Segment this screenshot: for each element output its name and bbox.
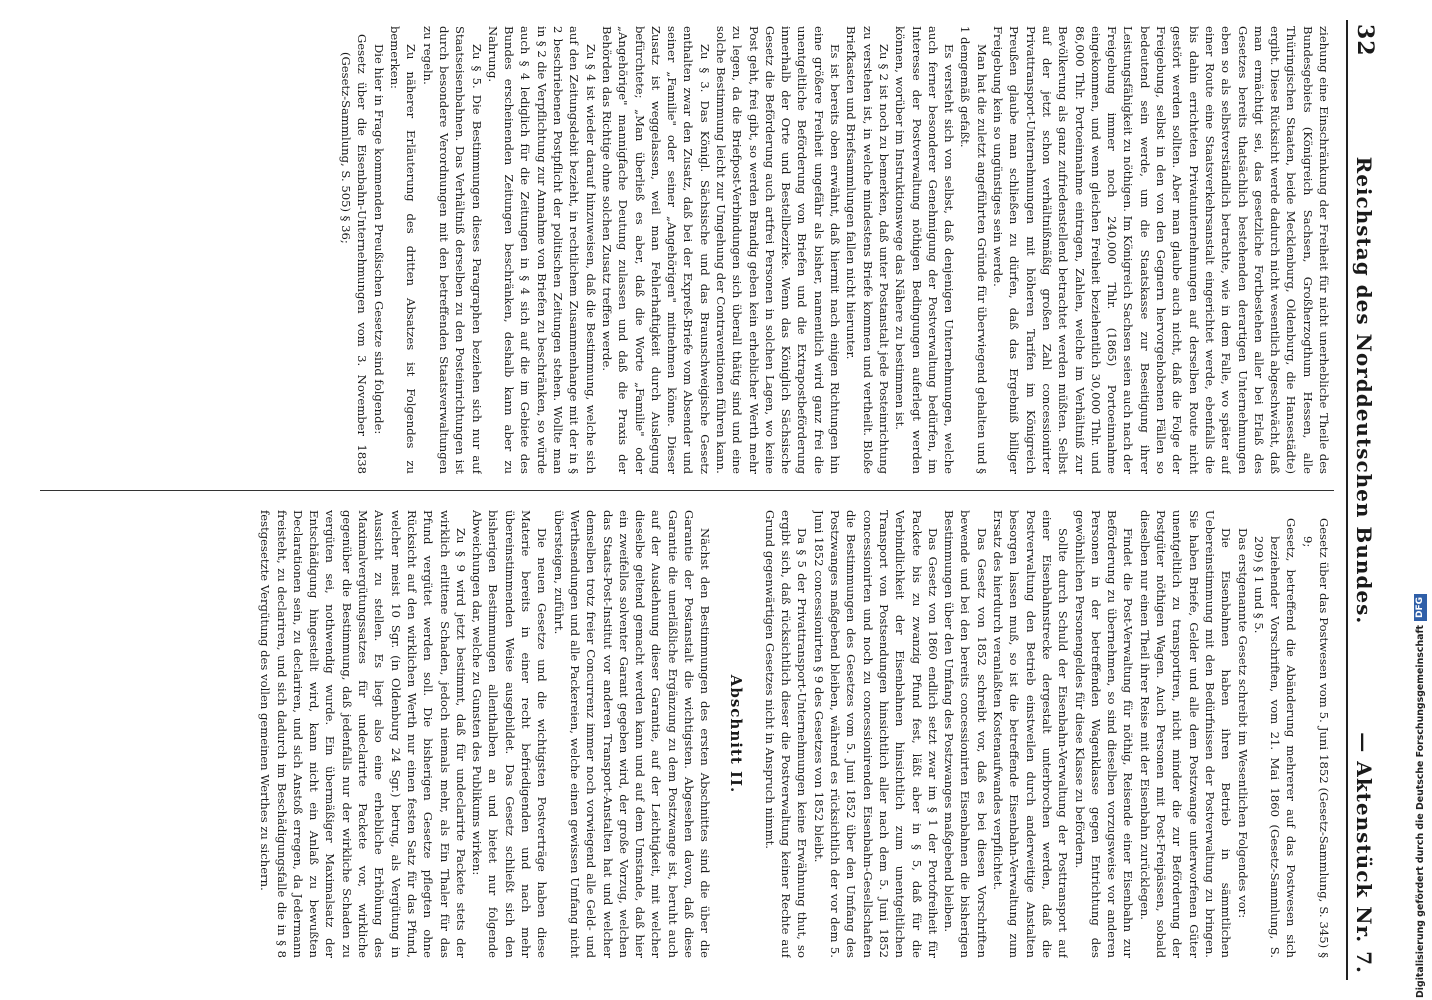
paragraph: Zu § 2 ist noch zu bemerken, daß unter Postanstalt jede Posteinrichtung zu verstehen ist, in welche mindestens Briefe kommen und vertheilt. Bloße Briefkasten und Briefsammlungen fallen nicht hierunter. xyxy=(844,26,891,474)
law-citation: Gesetz über das Postwesen vom 5. Juni 1852 (Gesetz-Sammlung, S. 345) § 9; xyxy=(1300,518,1331,958)
running-head xyxy=(1346,20,1390,980)
page-number: 32 xyxy=(1352,24,1378,57)
digitization-note-text: Digitalisierung gefördert durch die Deutsche Forschungsgemeinschaft xyxy=(1414,624,1426,998)
column-divider xyxy=(40,490,1334,491)
paragraph: Zu § 5. Die Bestimmungen dieses Paragraphen beziehen sich nur auf Staatseisenbahnen. Das Verhältniß derselben zu den Posteinrichtungen ist durch besondere Verordnungen mit den betreffenden Staatsverwaltungen zu regeln. xyxy=(420,26,484,474)
right-column xyxy=(42,510,1332,958)
paragraph: Es versteht sich von selbst, daß denjenigen Unternehmungen, welche auch ferner besonderer Genehmigung der Postverwaltung bedürfen, im Interesse der Postverwaltung nöthigen Bedingungen auferlegt werden können, worüber im Instruktionswege das Nähere zu bestimmen ist. xyxy=(893,26,957,474)
paragraph: Das Gesetz von 1860 endlich setzt zwar im § 1 der Portofreiheit für Packete bis zu zwanzig Pfund fest, läßt aber in § 5, daß für die Verbindlichkeit der Eisenbahnen hinsichtlich zum unentgeltlichen Transport von Postsendungen hinsichtlich aller nach dem 5. Juni 1852 concessionirten und noch zu concessionirenden Eisenbahn-Gesellschaften die Bestimmungen des Gesetzes vom 5. Juni 1852 über den Umfang des Postzwanges maßgebend bleiben, während es rücksichtlich der vor dem 5. Juni 1852 concessionirten § 9 des Gesetzes von 1852 bleibt. xyxy=(811,510,940,958)
paragraph: Sollte durch Schuld der Eisenbahn-Verwaltung der Posttransport auf einer Eisenbahnstrecke dergestalt unterbrochen werden, daß die Postverwaltung den Betrieb einstweilen durch anderweitige Anstalten besorgen lassen muß, so ist die betreffende Eisenbahn-Verwaltung zum Ersatz des hierdurch veranlaßten Kostenaufwandes verpflichtet. xyxy=(991,510,1071,958)
dfg-logo-icon: DFG xyxy=(1414,594,1427,621)
running-head-right-title: Aktenstück Nr. 7. xyxy=(1352,761,1376,974)
paragraph: Das Gesetz von 1852 schreibt vor, daß es bei diesen Vorschriften bewende und bei den bereits concessionirten Eisenbahnen die bisherigen Bestimmungen über den Umfang des Postzwanges maßgebend bleiben. xyxy=(942,510,989,958)
paragraph: Zu § 3. Das Königl. Sächsische und das Braunschweigische Gesetz enthalten zwar den Zusatz, daß bei der Expreß-Briefe vom Absender und seiner „Familie" oder seiner „Angehörigen" mitnehmen könne. Dieser Zusatz ist weggelassen, weil man Fehlerhaftigkeit durch Auslegung befürchtete; „Man überließ es aber, daß die Worte „Familie" oder „Angehörige" mannigfache Deutung zulassen und daß die Praxis der Behörden das Richtige ohne solchen Zusatz treffen werde. xyxy=(599,26,712,474)
digitization-note xyxy=(1410,0,1430,1000)
scanned-page xyxy=(30,20,1390,980)
paragraph: Die Eisenbahnen haben ihren Betrieb in sämmtlichen Uebereinstimmung mit den Bedürfnissen der Postverwaltung zu bringen. Sie haben Briefe, Gelder und alle dem Postzwange unterworfenen Güter unentgeltlich zu transportiren, nicht minder die zur Beförderung der Postgüter nöthigen Wagen. Auch Personen mit Post-Freipässen, sobald dieselben nur einen Theil ihrer Reise mit der Eisenbahn zurücklegen. xyxy=(1137,510,1234,958)
paragraph: Zu § 4 ist wieder darauf hinzuweisen, daß die Bestimmung, welche sich auf den Zeitungsdebit bezieht, in rechtlichem Zusammenhange mit der in § 2 beschriebenen Postpflicht der politischen Zeitungen stehen. Wollte man in § 2 die Verpflichtung zur Annahme von Briefen zu beschränken, so würde auch § 4 lediglich für die Zeitungen in § 4 sich auf die im Gebiete des Bundes erscheinenden Zeitungen beschränken, deshalb kann aber zu Nahrung. xyxy=(485,26,598,474)
paragraph: Die hier in Frage kommenden Preußischen Gesetze sind folgende: xyxy=(371,44,386,435)
paragraph: Man hat die zuletzt angeführten Gründe für überwiegend gehalten und § 1 demgemäß gefaßt. xyxy=(958,26,989,474)
running-head-left-title: Reichstag des Norddeutschen Bundes. xyxy=(1352,156,1376,625)
paragraph: Zu näherer Erläuterung des dritten Absatzes ist Folgendes zu bemerken: xyxy=(388,26,419,474)
section-heading: Abschnitt II. xyxy=(726,674,745,794)
paragraph: Die neuen Gesetze und die wichtigsten Postverträge haben diese Materie bereits in einer recht befriedigenden und nach mehr übereinstimmenden Weise ausgebildet. Das Gesetz schließt sich den bisherigen Bestimmungen allenthalben an und bietet nur folgende Abweichungen dar, welche zu Gunsten des Publikums wirken: xyxy=(470,510,550,958)
paragraph: Nächst den Bestimmungen des ersten Abschnittes sind die über die Garantie der Postanstalt die wichtigsten. Abgesehen davon, daß diese Garantie die unerläßliche Ergänzung zu dem Postzwange ist, beruht auch auf der Ausdehnung dieser Garantie, auf der Leichtigkeit, mit welcher dieselbe geltend gemacht werden kann und auf dem Umstande, daß hier ein zweifellos solventer Garant gegeben wird, der große Vorzug, welchen das Staats-Post-Institut vor anderen Transport-Anstalten hat und welcher demselben trotz freier Concurrenz immer noch vorwiegend alle Geld- und Werthsendungen und alle Packereien, welche einen gewissen Umfang nicht übersteigen, zuführt. xyxy=(551,510,713,958)
paragraph: Das erstgenannte Gesetz schreibt im Wesentlichen Folgendes vor: xyxy=(1235,528,1250,919)
paragraph: Es ist bereits oben erwähnt, daß hiermit nach einigen Richtungen hin eine größere Freiheit ungefähr als bisher, namentlich wird ganz frei die unentgeltliche Beförderung von Briefen und die Extrapostbeförderung innerhalb der Orte und Bestellbezirke. Wenn das Königlich Sächsische Gesetz die Beförderung auch artfrei Personen in solchen Lagen, wo keine Post geht, frei gibt, so werden Brandig geben kein erheblicher Werth mehr zu legen, da die Briefpost-Verbindungen sich überall thätig sind und eine solche Bestimmung leicht zur Umgehung der Contraventionen führen kann. xyxy=(714,26,843,474)
paragraph: Da § 5 der Privattransport-Unternehmungen keine Erwähnung thut, so ergibt sich, daß rücksichtlich dieser die Postverwaltung keiner Rechte auf Grund gegenwärtigen Gesetzes nicht in Anspruch nimmt. xyxy=(762,510,810,958)
paragraph: Zu § 9 wird jetzt bestimmt, daß für undeclarirte Packete stets der wirklich erlittene Schaden, jedoch niemals mehr, als Ein Thaler für das Pfund vergütet werden soll. Die bisherigen Gesetze pflegten ohne Rücksicht auf den wirklichen Werth nur einen festen Satz für das Pfund, welcher meist 10 Sgr. (in Oldenburg 24 Sgr.) betrug, als Vergütung in Aussicht zu stellen. Es liegt also eine erhebliche Erhöhung des Maximalvergütungssatzes für undeclarirte Packete vor, wirkliche gegenüber die Bestimmung, daß jedenfalls nur der wirkliche Schaden zu vergüten sei, nothwendig wurde. Ein übermäßiger Maximalsatz der Entschädigung hingestellt wird, kann nicht ein Anlaß zu bewußten Declarationen sein, zu declariren, und sich Anstoß erregen, da Jedermann freisteht, zu declariren, und sich dadurch im Beschädigungsfalle die in § 8 festgesetzte Vergütung des vollen gemeinen Werthes zu sichern. xyxy=(258,510,468,958)
law-citation: Gesetz, betreffend die Abänderung mehrerer auf das Postwesen sich beziehender Vorschriften, vom 21. Mai 1860 (Gesetz-Sammlung, S. 209) § 1 und § 5. xyxy=(1251,518,1299,958)
paragraph: Findet die Post-Verwaltung für nöthig, Reisende einer Eisenbahn zur Beförderung zu übernehmen, so sind dieselben vorzugsweise vor anderen Personen in der betreffenden Wagenklasse gegen Entrichtung des gewöhnlichen Personengeldes für diese Klasse zu befördern. xyxy=(1072,510,1136,958)
left-column xyxy=(42,26,1332,474)
law-citation: Gesetz über die Eisenbahn-Unternehmungen vom 3. November 1838 (Gesetz-Sammlung, S. 505) § 36; xyxy=(339,34,370,474)
running-head-separator: — xyxy=(1352,732,1376,754)
paragraph: ziehung eine Einschränkung der Freiheit für nicht unerhebliche Theile des Bundesgebiets (Königreich Sachsen, Großherzogthum Hessen, alle Thüringischen Staaten, beide Mecklenburg, Oldenburg, die Hansestädte) ergibt. Diese Rücksicht werde dadurch nicht wesentlich abgeschwächt, daß man ermächtigt sei, das gesetzliche Fortbestehen aller bei Erlaß des Gesetzes bereits thatsächlich bestehenden derartigen Unternehmungen eben so als selbstverständlich betrachte, wie in dem Falle, wo später auf einer Route eine Staatsverkehrsanstalt eingerichtet werde, ebenfalls die bis dahin errichteten Privatunternehmungen auf derselben Route nicht gestört werden sollten. Aber man glaube auch nicht, daß die Folge der Freigebung, selbst in den von den Gegnern hervorgehobenen Fällen so bedeutend sein werde, um die Staatskasse zur Beseitigung ihrer Leistungsfähigkeit zu nöthigen. Im Königreich Sachsen seien auch nach der Freigebung immer noch 240,000 Thlr. (1865) Portoeinnahme eingekommen, und wenn gleichen Freiheit beziehentlich 30,000 Thlr. und 86,000 Thlr. Portoeinnahme eintragen, Zahlen, welche im Verhältniß zur Bevölkerung als ganz zufriedenstellend betrachtet werden müßten. Selbst auf der jetzt schon verhältnißmäßig großen Zahl concessionirter Privattransport-Unternehmungen mit höheren Tarifen im Königreich Preußen glaube man schließen zu dürfen, daß das Ergebniß billiger Freigebung kein so ungünstiges sein werde. xyxy=(991,26,1331,474)
